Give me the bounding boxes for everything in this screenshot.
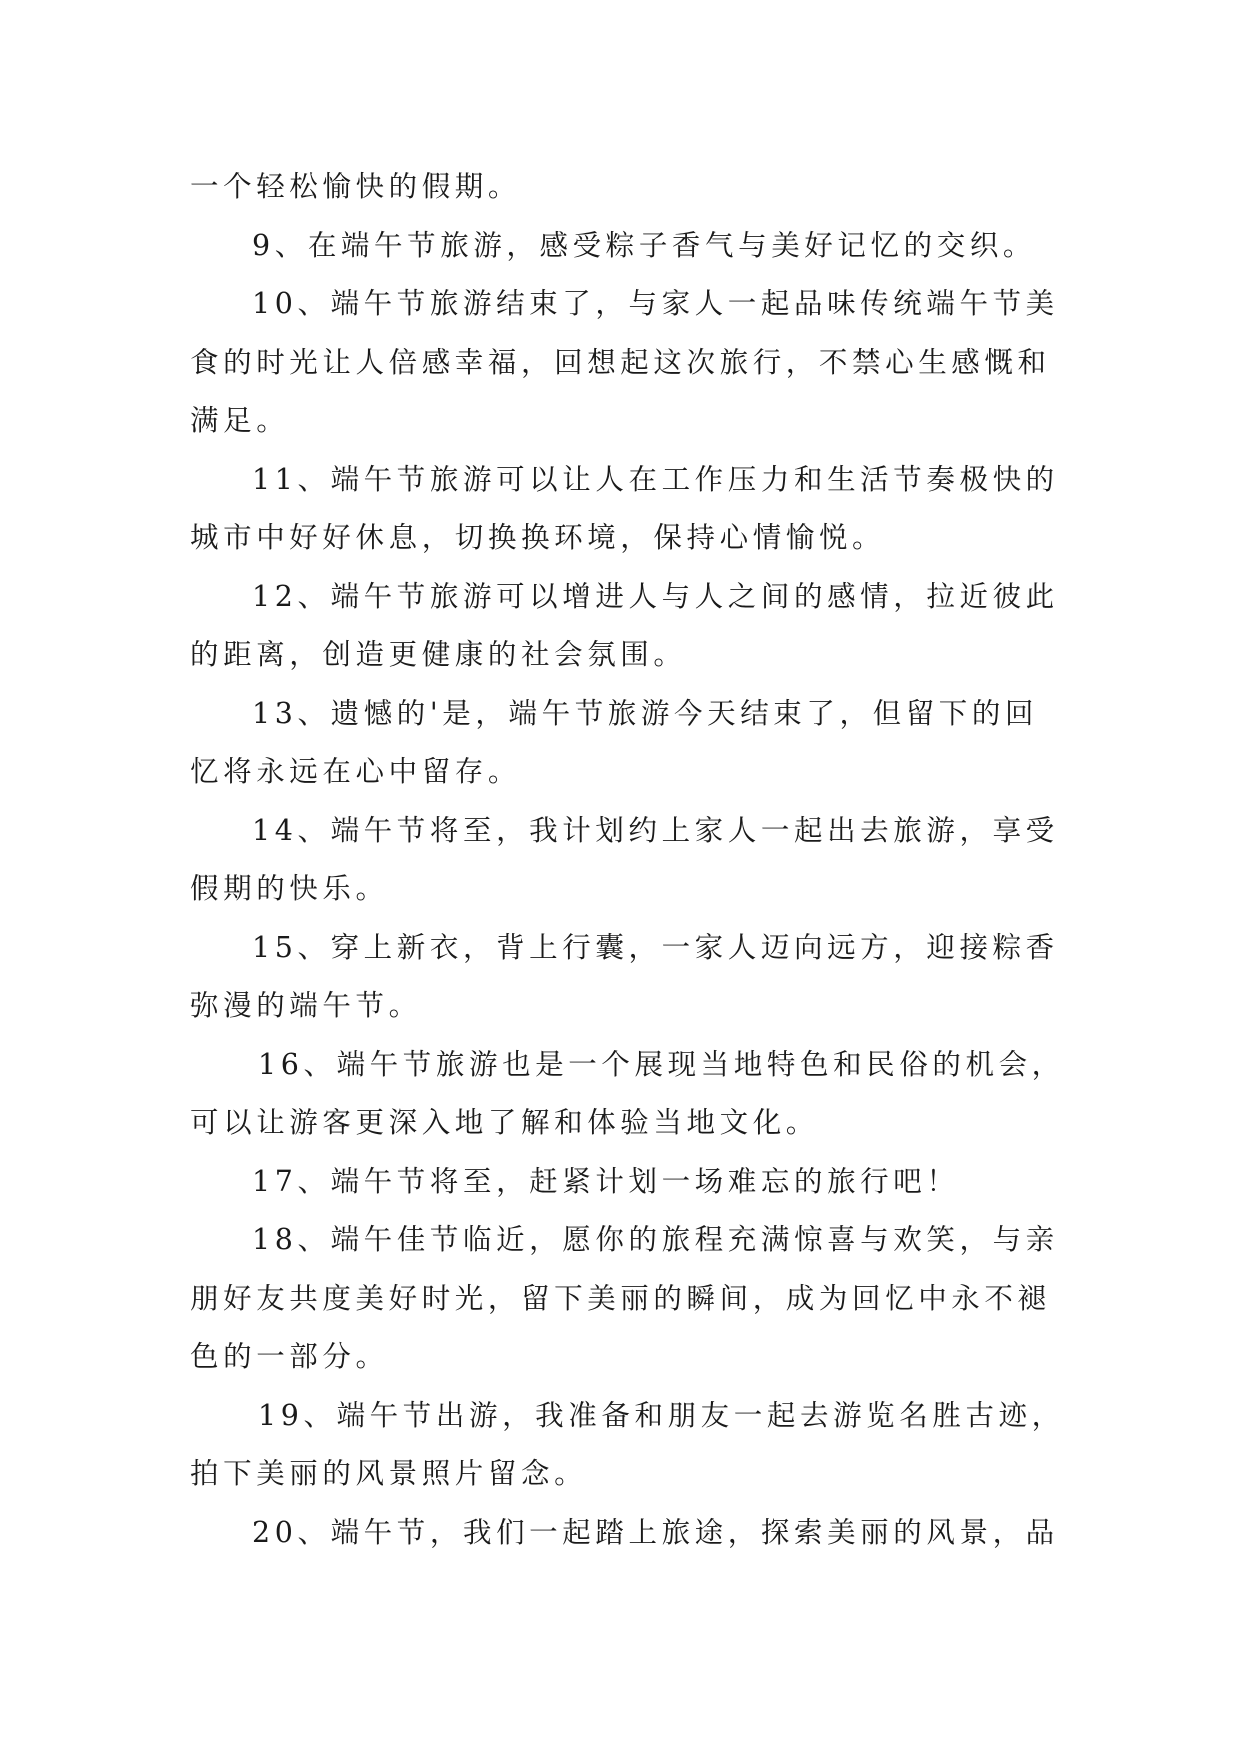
text-line: 弥漫的端午节。 [190, 989, 422, 1022]
text-line: 食的时光让人倍感幸福，回想起这次旅行，不禁心生感慨和 [190, 345, 1051, 379]
text-line: 13、遗憾的'是，端午节旅游今天结束了，但留下的回 [252, 696, 1039, 730]
text-line: 城市中好好休息，切换换环境，保持心情愉悦。 [190, 521, 886, 554]
text-line: 17、端午节将至，赶紧计划一场难忘的旅行吧！ [252, 1164, 960, 1198]
text-line: 18、端午佳节临近，愿你的旅程充满惊喜与欢笑，与亲 [252, 1223, 1059, 1256]
text-line: 一个轻松愉快的假期。 [190, 170, 522, 203]
text-line: 可以让游客更深入地了解和体验当地文化。 [190, 1106, 819, 1139]
document-body [190, 158, 1065, 1562]
text-line: 拍下美丽的风景照片留念。 [190, 1457, 588, 1490]
text-line: 10、端午节旅游结束了，与家人一起品味传统端午节美 [252, 287, 1059, 320]
text-line: 朋好友共度美好时光，留下美丽的瞬间，成为回忆中永不褪 [190, 1281, 1051, 1315]
text-line: 的距离，创造更健康的社会氛围。 [190, 638, 687, 671]
text-line: 11、端午节旅游可以让人在工作压力和生活节奏极快的 [252, 462, 1059, 496]
text-line: 14、端午节将至，我计划约上家人一起出去旅游，享受 [252, 813, 1059, 847]
text-line: 16、端午节旅游也是一个展现当地特色和民俗的机会， [258, 1047, 1065, 1081]
text-line: 9、在端午节旅游，感受粽子香气与美好记忆的交织。 [252, 228, 1037, 262]
text-line: 满足。 [190, 404, 290, 437]
text-line: 12、端午节旅游可以增进人与人之间的感情，拉近彼此 [252, 579, 1059, 613]
text-line: 19、端午节出游，我准备和朋友一起去游览名胜古迹， [258, 1398, 1065, 1432]
text-line: 色的一部分。 [190, 1340, 389, 1373]
text-line: 假期的快乐。 [190, 872, 389, 905]
text-line: 忆将永远在心中留存。 [190, 755, 522, 788]
text-line: 20、端午节，我们一起踏上旅途，探索美丽的风景，品 [252, 1515, 1059, 1549]
text-line: 15、穿上新衣，背上行囊，一家人迈向远方，迎接粽香 [252, 930, 1059, 964]
